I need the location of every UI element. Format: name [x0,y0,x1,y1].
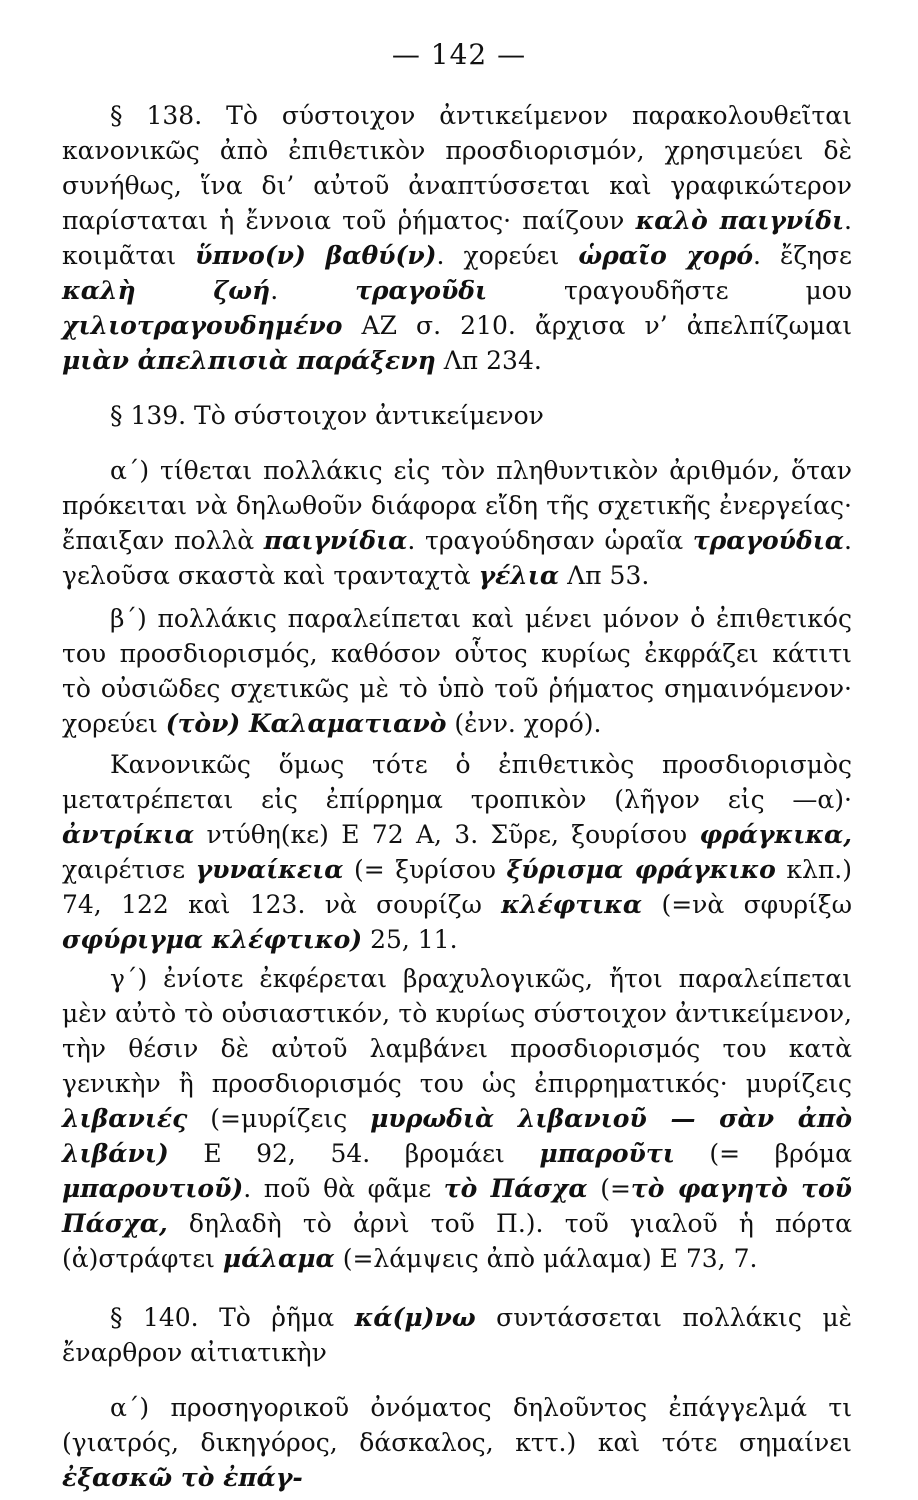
example-phrase: μυρωδιὰ λιβανιοῦ — σὰν ἀπὸ λιβάνι) [62,1104,852,1168]
text-run: (= βρόμα [674,1139,852,1168]
example-phrase: καλὴ ζωή [62,276,271,305]
example-phrase: τραγούδια [692,526,845,555]
text-run: . γελοῦσα σκαστὰ καὶ τρανταχτὰ [62,526,852,590]
example-phrase: τὸ φαγητὸ τοῦ Πάσχα, [62,1174,852,1238]
text-run: συντάσσεται πολλάκις μὲ ἔναρθρον αἰτιατικὴν [62,1303,852,1367]
text-run: α΄) τίθεται πολλάκις εἰς τὸν πληθυντικὸν ἀριθμόν, ὅταν πρόκειται νὰ δηλωθοῦν διάφορα εἴδη τῆς σχετικῆς ἐνεργείας· ἔπαιξαν πολλὰ [62,456,852,555]
example-phrase: χιλιοτραγουδημένο [62,311,343,340]
example-phrase: μιὰν ἀπελπισιὰ παράξενη [62,346,436,375]
text-run: (ἐνν. χορό). [446,709,602,738]
paragraph-138 [62,98,852,378]
example-phrase: ξύρισμα φράγκικο [506,855,776,884]
example-phrase: σφύριγμα κλέφτικο) [62,925,363,954]
example-phrase: ὡραῖο χορό [578,241,754,270]
example-phrase: (τὸν) Καλαματιανὸ [165,709,447,738]
text-run: (= ξυρίσου [343,855,507,884]
example-phrase: παιγνίδια [263,526,408,555]
text-run: ΑΖ σ. 210. ἄρχισα ν’ ἀπελπίζωμαι [342,311,852,340]
text-run: δηλαδὴ τὸ ἀρνὶ τοῦ Π.). τοῦ γιαλοῦ ἡ πόρτα (ἀ)στράφτει [62,1209,852,1273]
text-run: . κοιμᾶται [62,206,852,270]
text-run: (= [587,1174,631,1203]
example-phrase: τραγοῦδι [355,276,488,305]
text-run: § 138. Τὸ σύστοιχον ἀντικείμενον παρακολουθεῖται κανονικῶς ἀπὸ ἐπιθετικὸν προσδιορισμόν, χρησιμεύει δὲ συνήθως, ἵνα δι’ αὐτοῦ ἀναπτύσσεται καὶ γραφικώτερον παρίσταται ἡ ἔννοια τοῦ ῥήματος· παίζουν [62,101,852,235]
text-run: Λπ 234. [435,346,542,375]
paragraph-139-alpha [62,453,852,593]
text-run: . ἔζησε [753,241,852,270]
paragraph-139-beta [62,601,852,741]
example-phrase: μάλαμα [222,1244,335,1273]
text-run: (=λάμψεις ἀπὸ μάλαμα) Ε 73, 7. [334,1244,758,1273]
example-phrase: ἀντρίκια [62,820,195,849]
paragraph-139-heading [62,398,852,433]
body-text [62,98,852,1495]
example-phrase: λιβανιές [62,1104,188,1133]
text-run: α΄) προσηγορικοῦ ὀνόματος δηλοῦντος ἐπάγγελμά τι (γιατρός, δικηγόρος, δάσκαλος, κττ.) καὶ τότε σημαίνει [62,1393,852,1457]
text-run: § 139. Τὸ σύστοιχον ἀντικείμενον [110,401,544,430]
text-run: Κανονικῶς ὅμως τότε ὁ ἐπιθετικὸς προσδιορισμὸς μετατρέπεται εἰς ἐπίρρημα τροπικὸν (λῆγον εἰς —α)· [62,750,852,814]
text-run: . [270,276,356,305]
example-phrase: τὸ Πάσχα [443,1174,588,1203]
text-run: . ποῦ θὰ φᾶμε [243,1174,444,1203]
example-phrase: κά(μ)νω [354,1303,476,1332]
text-run: β΄) πολλάκις παραλείπεται καὶ μένει μόνον ὁ ἐπιθετικός του προσδιορισμός, καθόσον οὗτος κυρίως ἐκφράζει κάτιτι τὸ οὐσιῶδες σχετικῶς μὲ τὸ ὑπὸ τοῦ ῥήματος σημαινόμενον· χορεύει [62,604,852,738]
example-phrase: ἐξασκῶ τὸ ἐπάγ- [62,1463,303,1492]
paragraph-140-alpha [62,1390,852,1495]
text-run: γ΄) ἐνίοτε ἐκφέρεται βραχυλογικῶς, ἤτοι παραλείπεται μὲν αὐτὸ τὸ οὐσιαστικόν, τὸ κυρίως σύστοιχον ἀντικείμενον, τὴν θέσιν δὲ αὐτοῦ λαμβάνει προσδιορισμός του κατὰ γενικὴν ἢ προσδιορισμός του ὡς ἐπιρρηματικός· μυρίζεις [62,964,852,1098]
example-phrase: κλέφτικα [501,890,643,919]
example-phrase: φράγκικα, [699,820,852,849]
text-run: . χορεύει [436,241,579,270]
paragraph-140 [62,1300,852,1370]
text-run: κλπ.) 74, 122 καὶ 123. νὰ σουρίζω [62,855,852,919]
text-run: (=μυρίζεις [187,1104,371,1133]
text-run: χαιρέτισε [62,855,196,884]
text-run: . τραγούδησαν ὡραῖα [407,526,693,555]
example-phrase: γυναίκεια [195,855,344,884]
paragraph-139-beta-continued [62,747,852,957]
text-run: 25, 11. [362,925,458,954]
text-run: § 140. Τὸ ῥῆμα [110,1303,355,1332]
text-run: (=νὰ σφυρίξω [642,890,852,919]
page-number: — 142 — [391,38,527,71]
text-run: ντύθη(κε) Ε 72 Α, 3. Σῦρε, ξουρίσου [194,820,700,849]
example-phrase: καλὸ παιγνίδι [635,206,845,235]
example-phrase: ὕπνο(ν) βαθύ(ν) [195,241,437,270]
paragraph-139-gamma [62,961,852,1276]
text-run: τραγουδῆστε μου [487,276,852,305]
text-run: Λπ 53. [559,561,650,590]
example-phrase: γέλια [478,561,560,590]
example-phrase: μπαροῦτι [539,1139,675,1168]
text-run: Ε 92, 54. βρομάει [168,1139,540,1168]
example-phrase: μπαρουτιοῦ) [62,1174,244,1203]
